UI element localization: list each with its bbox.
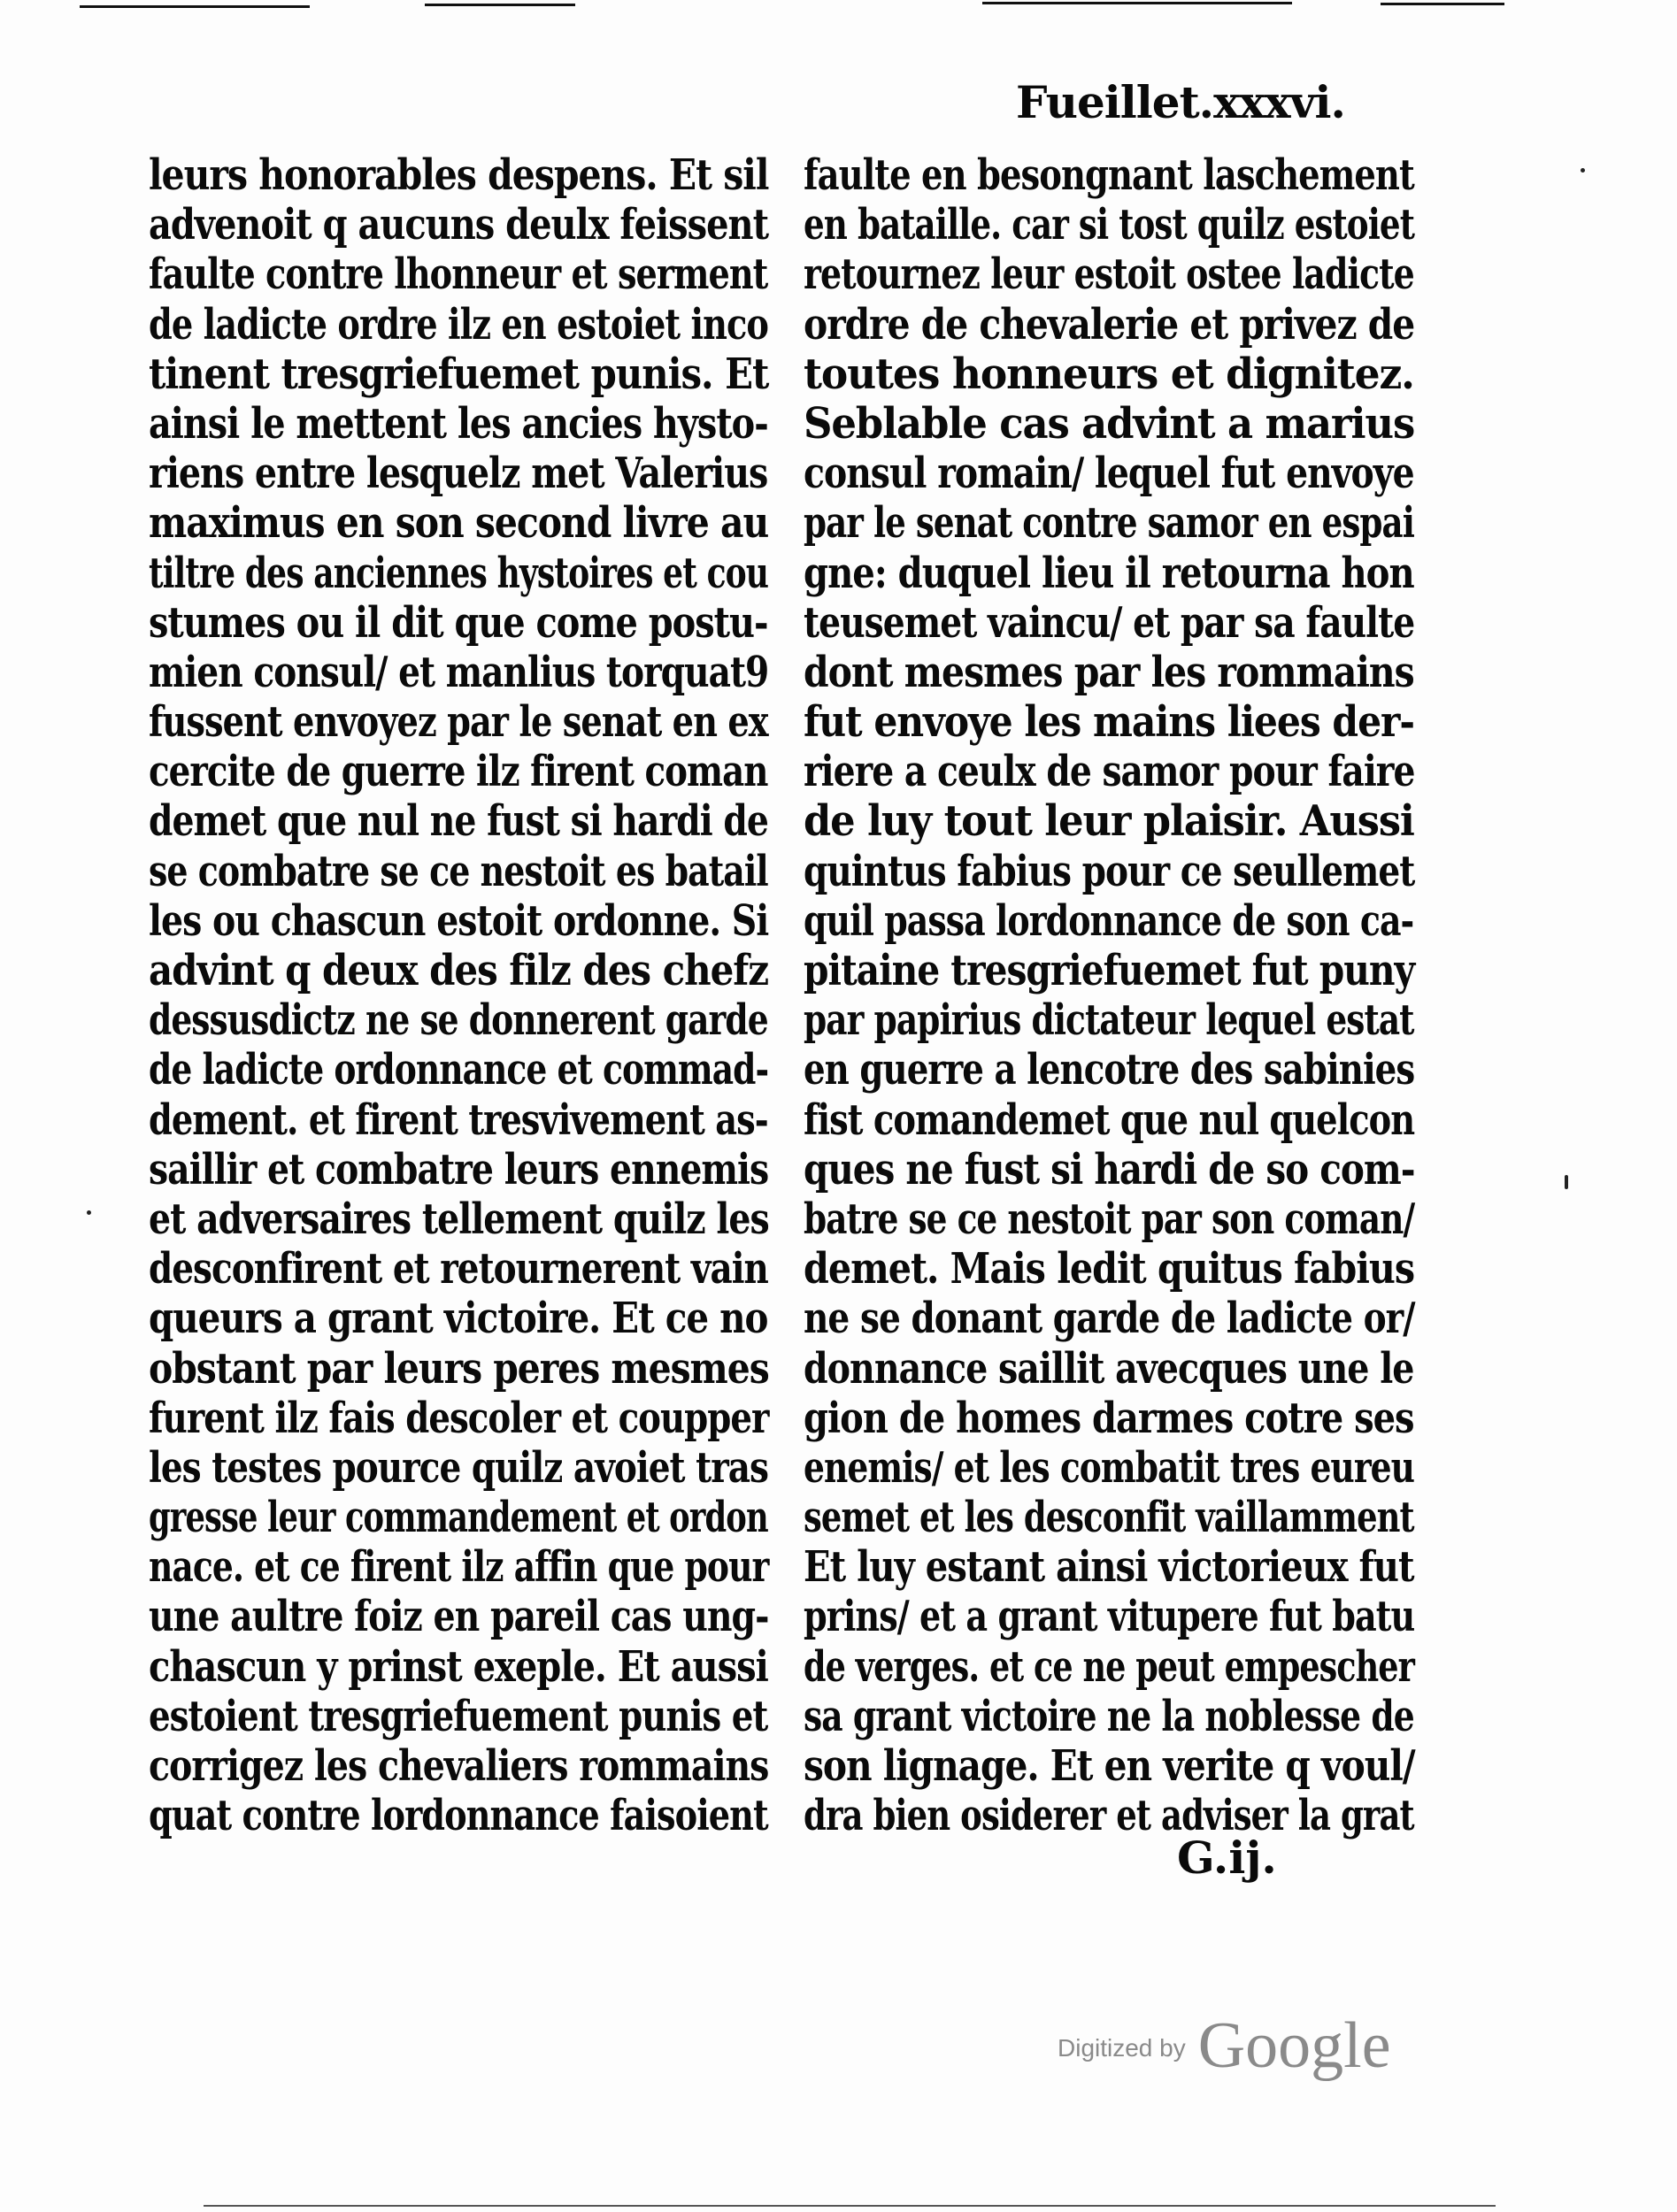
text-line: advint q deux des filz des chefz (149, 946, 769, 995)
text-line: desconfirent et retournerent vain (149, 1244, 768, 1294)
text-line: dessusdictz ne se donnerent garde (149, 995, 768, 1046)
text-line: dont mesmes par les rommains (804, 647, 1414, 697)
text-line: se combatre se ce nestoit es batail (149, 846, 768, 896)
text-line: ques ne fust si hardi de so com- (804, 1144, 1415, 1194)
ink-speck (87, 1210, 91, 1215)
text-line: de verges. et ce ne peut empescher (804, 1641, 1414, 1692)
text-line: son lignage. Et en verite q voul/ (804, 1741, 1415, 1791)
text-line: sa grant victoire ne la noblesse de (804, 1691, 1414, 1741)
text-line: estoient tresgriefuement punis et (149, 1691, 768, 1741)
text-line: stumes ou il dit que come postu- (149, 597, 768, 648)
watermark-prefix: Digitized by (1058, 2034, 1186, 2062)
text-line: une aultre foiz en pareil cas ung- (149, 1592, 769, 1642)
text-line: saillir et combatre leurs ennemis (149, 1144, 769, 1194)
text-line: fist comandemet que nul quelcon (804, 1094, 1415, 1145)
folio-number: Fueillet.xxxvi. (1016, 76, 1345, 128)
text-line: riere a ceulx de samor pour faire (804, 747, 1415, 797)
text-line: ne se donant garde de ladicte or/ (804, 1294, 1415, 1344)
text-line: gresse leur commandement et ordon (149, 1493, 768, 1543)
text-line: quat contre lordonnance faisoient (149, 1791, 768, 1841)
text-line: faulte contre lhonneur et serment (149, 250, 768, 300)
text-line: consul romain/ lequel fut envoye (804, 449, 1414, 499)
text-line: par papirius dictateur lequel estat (804, 995, 1414, 1046)
text-line: quintus fabius pour ce seullemet (804, 846, 1415, 896)
text-line: faulte en besongnant laschement (804, 150, 1414, 200)
text-line: de ladicte ordonnance et commad- (149, 1045, 769, 1095)
text-line: teusemet vaincu/ et par sa faulte (804, 597, 1415, 648)
text-line: corrigez les chevaliers rommains (149, 1741, 769, 1791)
text-line: les ou chascun estoit ordonne. Si (149, 895, 769, 946)
text-line: nace. et ce firent ilz affin que pour (149, 1542, 769, 1593)
text-line: ordre de chevalerie et privez de (804, 299, 1415, 349)
text-line: quil passa lordonnance de son ca- (804, 895, 1414, 946)
ink-speck (1565, 1175, 1568, 1189)
text-line: gion de homes darmes cotre ses (804, 1393, 1414, 1443)
text-line: chascun y prinst exeple. Et aussi (149, 1641, 768, 1692)
text-line: dement. et firent tresvivement as- (149, 1094, 768, 1145)
text-line: en guerre a lencotre des sabinies (804, 1045, 1415, 1095)
top-edge-rule (1381, 3, 1504, 5)
text-line: de ladicte ordre ilz en estoiet inco (149, 299, 768, 349)
text-line: demet que nul ne fust si hardi de (149, 796, 768, 847)
left-text-column (149, 150, 768, 1840)
bottom-edge-rule (204, 2205, 1496, 2207)
text-line: par le senat contre samor en espai (804, 498, 1414, 549)
text-line: cercite de guerre ilz firent coman (149, 747, 768, 797)
top-edge-rule (425, 4, 575, 6)
text-line: de luy tout leur plaisir. Aussi (804, 796, 1414, 847)
right-text-column (804, 150, 1414, 1840)
text-line: gne: duquel lieu il retourna hon (804, 548, 1414, 598)
text-line: mien consul/ et manlius torquat9 (149, 647, 769, 697)
text-line: tinent tresgriefuemet punis. Et (149, 349, 769, 399)
text-line: en bataille. car si tost quilz estoiet (804, 200, 1414, 250)
text-line: toutes honneurs et dignitez. (804, 349, 1414, 399)
text-line: semet et les desconfit vaillamment (804, 1493, 1414, 1543)
text-line: les testes pource quilz avoiet tras (149, 1442, 769, 1493)
text-line: leurs honorables despens. Et sil (149, 150, 769, 200)
text-line: obstant par leurs peres mesmes (149, 1343, 769, 1394)
text-line: donnance saillit avecques une le (804, 1343, 1414, 1394)
digitized-by-watermark (1058, 2008, 1391, 2084)
text-line: furent ilz fais descoler et coupper (149, 1393, 769, 1443)
text-line: riens entre lesquelz met Valerius (149, 449, 768, 499)
text-line: pitaine tresgriefuemet fut puny (804, 946, 1415, 995)
text-line: demet. Mais ledit quitus fabius (804, 1244, 1415, 1294)
top-edge-rule (80, 5, 310, 8)
text-line: dra bien osiderer et adviser la grat (804, 1791, 1414, 1841)
text-line: advenoit q aucuns deulx feissent (149, 200, 769, 250)
text-line: batre se ce nestoit par son coman/ (804, 1194, 1415, 1244)
ink-speck (1581, 168, 1585, 173)
text-line: fut envoye les mains liees der- (804, 697, 1414, 748)
text-line: Et luy estant ainsi victorieux fut (804, 1542, 1414, 1593)
text-line: queurs a grant victoire. Et ce no (149, 1294, 768, 1344)
text-line: enemis/ et les combatit tres eureu (804, 1442, 1415, 1493)
text-line: retournez leur estoit ostee ladicte (804, 250, 1414, 300)
text-line: Seblable cas advint a marius (804, 398, 1415, 449)
text-line: tiltre des anciennes hystoires et cou (149, 548, 769, 598)
signature-mark: G.ij. (1177, 1832, 1277, 1884)
top-edge-rule (982, 2, 1292, 4)
text-line: prins/ et a grant vitupere fut batu (804, 1592, 1415, 1642)
text-line: fussent envoyez par le senat en ex (149, 697, 768, 748)
text-line: maximus en son second livre au (149, 498, 769, 549)
google-logo: Google (1197, 2009, 1391, 2082)
text-line: et adversaires tellement quilz les (149, 1194, 769, 1244)
text-line: ainsi le mettent les ancies hysto- (149, 398, 768, 449)
